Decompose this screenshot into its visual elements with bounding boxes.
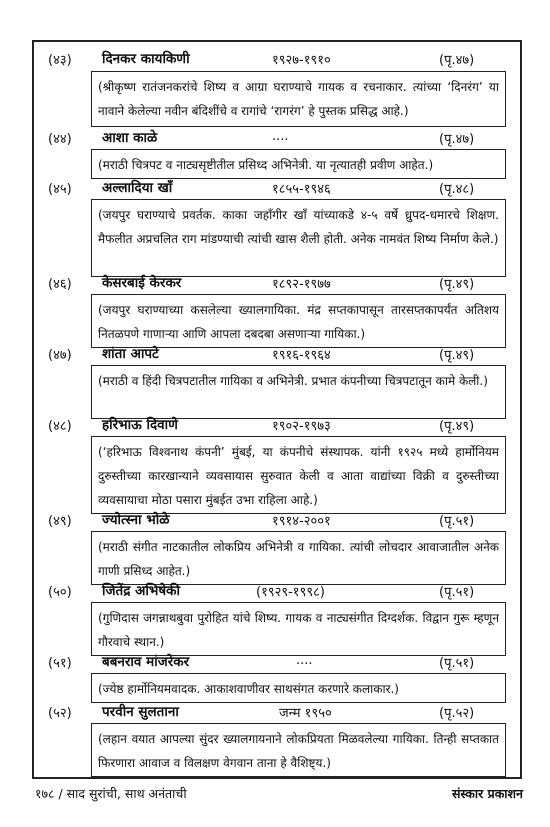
- entry-page-ref: (पृ.४८): [439, 182, 475, 197]
- entry-44: [34, 127, 520, 172]
- entry-name: अल्लादिया खाँ: [102, 180, 173, 196]
- entry-years: १९१४-२००१: [272, 514, 331, 529]
- entry-description: (गुणिदास जगन्नाथबुवा पुरोहित यांचे शिष्य. गायक व नाट्यसंगीत दिग्दर्शक. विद्वान गुरू म्हणून गौरवाचे स्थान.): [91, 602, 506, 656]
- entry-43: [34, 48, 520, 118]
- footer-page-title: १७८ / साद सुरांची, साथ अनंताची: [35, 786, 187, 801]
- entry-50: [34, 580, 520, 649]
- entry-number: (४७): [48, 348, 72, 363]
- entry-name: ज्योत्स्ना भोळे: [102, 512, 170, 528]
- entry-page-ref: (पृ.४७): [439, 53, 475, 68]
- entry-page-ref: (पृ.५१): [439, 585, 475, 600]
- entry-number: (५२): [48, 706, 72, 721]
- entry-header: [34, 509, 520, 531]
- entry-number: (४३): [48, 53, 72, 68]
- entry-name: शांता आपटे: [102, 346, 159, 362]
- entry-name: हरिभाऊ दिवाणे: [102, 417, 178, 433]
- entry-years: जन्म १९५०: [279, 706, 332, 721]
- entry-number: (४६): [48, 277, 72, 292]
- entry-45: [34, 177, 520, 246]
- entry-name: बबनराव मांजरेकर: [102, 654, 190, 670]
- entry-description: (जयपुर घराण्याच्या कसलेल्या ख्यालगायिका. मंद्र सप्तकापासून तारसप्तकापर्यंत अतिशय नितळपणे गाणाऱ्या आणि आपला दबदबा असणाऱ्या गायिका.): [91, 294, 506, 348]
- entry-header: [34, 414, 520, 436]
- entry-52: [34, 701, 520, 770]
- entry-name: दिनकर कायकिणी: [102, 51, 190, 67]
- entry-page-ref: (पृ.५२): [439, 706, 475, 721]
- entry-49: [34, 509, 520, 578]
- entry-years: १८९२-१९७७: [272, 277, 331, 292]
- entry-header: [34, 127, 520, 149]
- entry-header: [34, 701, 520, 723]
- entry-name: जितेंद्र अभिषेकी: [102, 583, 181, 599]
- entry-description: (मराठी व हिंदी चित्रपटातील गायिका व अभिनेत्री. प्रभात कंपनीच्या चित्रपटातून कामे केली.): [91, 365, 506, 419]
- entry-header: [34, 48, 520, 70]
- entry-header: [34, 343, 520, 365]
- entry-47: [34, 343, 520, 388]
- entry-description: (जयपुर घराण्याचे प्रवर्तक. काका जहाँगीर खाँ यांच्याकडे ४-५ वर्षे ध्रुपद-धमारचे शिक्षण. मैफलीत अप्रचलित राग मांडण्याची त्यांची खास शैली होती. अनेक नामवंत शिष्य निर्माण केले.): [91, 199, 506, 277]
- entry-number: (४४): [48, 132, 72, 147]
- entry-number: (४९): [48, 514, 72, 529]
- entry-description: (मराठी संगीत नाटकातील लोकप्रिय अभिनेत्री व गायिका. त्यांची लोचदार आवाजातील अनेक गाणी प्रसिध्द आहेत.): [91, 531, 506, 585]
- page-footer: [35, 785, 523, 805]
- entry-page-ref: (पृ.४९): [439, 277, 475, 292]
- entry-name: केसरबाई केरकर: [102, 275, 182, 291]
- entry-description: (‘हरिभाऊ विश्वनाथ कंपनी’ मुंबई, या कंपनीचे संस्थापक. यांनी १९२५ मध्ये हार्मोनियम दुरुस्तीच्या कारखान्याने व्यवसायास सुरुवात केली व आता वाद्यांच्या विक्री व दुरुस्तीच्या व्यवसायाचा मोठा पसारा मुंबईत उभा राहिला आहे.): [91, 436, 506, 514]
- entry-48: [34, 414, 520, 507]
- entry-years: ....: [272, 129, 289, 144]
- entry-description: (लहान वयात आपल्या सुंदर ख्यालगायनाने लोकप्रियता मिळवलेल्या गायिका. तिन्ही सप्तकात फिरणारा आवाज व विलक्षण वेगवान ताना हे वैशिष्ट्य.): [91, 723, 506, 777]
- entry-years: १८५५-१९४६: [272, 182, 331, 197]
- entry-number: (५१): [48, 656, 72, 671]
- entry-years: (१९२९-१९९८): [256, 585, 325, 600]
- entry-page-ref: (पृ.५१): [439, 514, 475, 529]
- entry-name: आशा काळे: [102, 130, 158, 146]
- entry-header: [34, 177, 520, 199]
- entry-header: [34, 651, 520, 673]
- entry-header: [34, 272, 520, 294]
- entry-years: ....: [296, 653, 313, 668]
- entry-years: १९२७-१९१०: [272, 53, 331, 68]
- entry-page-ref: (पृ.५१): [439, 656, 475, 671]
- entry-description: (ज्येष्ठ हार्मोनियमवादक. आकाशवाणीवर साथसंगत करणारे कलाकार.): [91, 673, 506, 703]
- entry-name: परवीन सुलताना: [102, 704, 179, 720]
- footer-publisher: संस्कार प्रकाशन: [451, 786, 523, 801]
- entry-number: (४८): [48, 419, 72, 434]
- entry-page-ref: (पृ.४७): [439, 132, 475, 147]
- entry-years: १९०२-१९७३: [272, 419, 331, 434]
- entry-description: (मराठी चित्रपट व नाट्यसृष्टीतील प्रसिध्द अभिनेत्री. या नृत्यातही प्रवीण आहेत.): [91, 149, 506, 179]
- entry-years: १९१६-१९६४: [272, 348, 331, 363]
- entry-page-ref: (पृ.४९): [439, 348, 475, 363]
- entry-46: [34, 272, 520, 341]
- entry-51: [34, 651, 520, 696]
- entry-number: (४५): [48, 182, 72, 197]
- entry-number: (५०): [48, 585, 72, 600]
- entry-page-ref: (पृ.४९): [439, 419, 475, 434]
- page-frame: [32, 40, 522, 779]
- entry-description: (श्रीकृष्ण रातंजनकरांचे शिष्य व आग्रा घराण्याचे गायक व रचनाकार. त्यांच्या ‘दिनरंग’ या नावाने केलेल्या नवीन बंदिशींचे व रागांचे ‘रागरंग’ हे पुस्तक प्रसिद्ध आहे.): [91, 71, 506, 127]
- entry-header: [34, 580, 520, 602]
